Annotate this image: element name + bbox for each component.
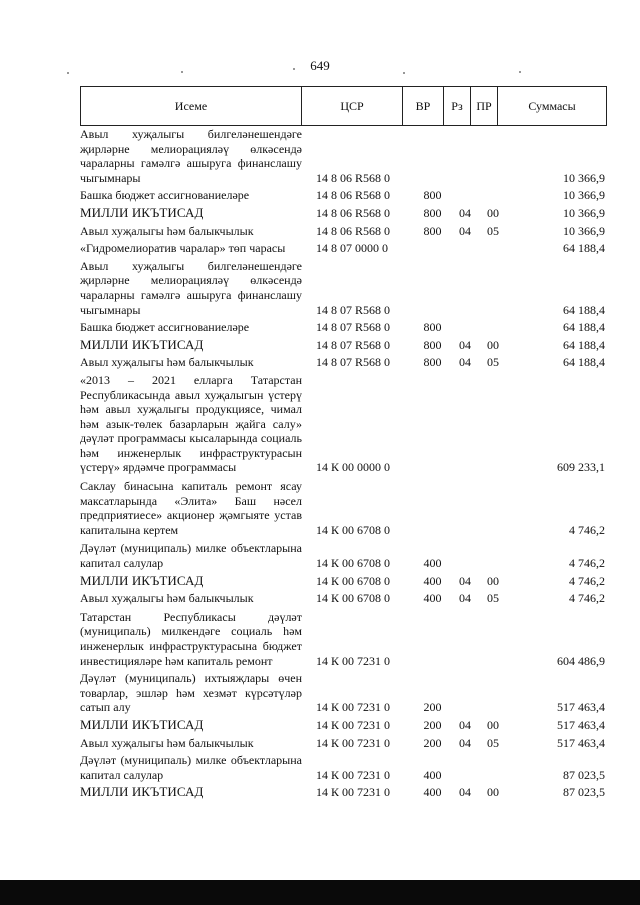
row-csr: 14 К 00 6708 0 — [316, 556, 391, 571]
table-row — [80, 259, 607, 317]
row-vr: 800 — [423, 205, 442, 220]
row-name: МИЛЛИ ИКЪТИСАД — [80, 784, 204, 800]
row-pr: 05 — [487, 223, 499, 238]
row-csr: 14 8 06 R568 0 — [316, 223, 391, 238]
row-name: Авыл хуҗалыгы һәм балыкчылык — [80, 591, 254, 606]
row-csr: 14 8 06 R568 0 — [316, 170, 391, 185]
row-vr: 200 — [423, 735, 442, 750]
table-row — [80, 241, 607, 256]
row-csr: 14 8 07 R568 0 — [316, 337, 391, 352]
row-vr: 400 — [423, 785, 442, 800]
scan-bottom-edge — [0, 880, 640, 905]
table-row — [80, 127, 607, 185]
row-name: Дәүләт (муниципаль) ихтыяҗлары өчен товарлар, эшләр һәм хезмәт күрсәтүләр сатып алу — [80, 671, 302, 715]
row-vr: 800 — [423, 355, 442, 370]
table-row — [80, 224, 607, 239]
row-sum: 4 746,2 — [569, 522, 605, 537]
row-vr: 800 — [423, 188, 442, 203]
table-row — [80, 591, 607, 606]
row-rz: 04 — [459, 205, 471, 220]
scan-speck — [181, 71, 183, 73]
row-csr: 14 К 00 7231 0 — [316, 700, 391, 715]
row-rz: 04 — [459, 355, 471, 370]
row-sum: 64 188,4 — [563, 302, 605, 317]
row-sum: 10 366,9 — [563, 223, 605, 238]
row-name: Авыл хуҗалыгы һәм балыкчылык — [80, 223, 254, 238]
row-csr: 14 8 06 R568 0 — [316, 188, 391, 203]
header-vr: ВР — [403, 87, 444, 125]
table-row — [80, 736, 607, 751]
header-name: Исеме — [81, 87, 302, 125]
row-sum: 517 463,4 — [557, 735, 605, 750]
row-sum: 64 188,4 — [563, 355, 605, 370]
row-rz: 04 — [459, 573, 471, 588]
row-sum: 517 463,4 — [557, 700, 605, 715]
row-sum: 517 463,4 — [557, 717, 605, 732]
row-csr: 14 8 07 0000 0 — [316, 241, 388, 256]
table-row — [80, 479, 607, 537]
row-csr: 14 К 00 7231 0 — [316, 653, 391, 668]
row-rz: 04 — [459, 785, 471, 800]
row-name: МИЛЛИ ИКЪТИСАД — [80, 204, 204, 220]
row-name: Авыл хуҗалыгы билгеләнешендәге җирләрне мелиорацияләү өлкәсендә чараларны гамәлгә ашыруга финанслашу чыгымнары — [80, 258, 302, 317]
row-rz: 04 — [459, 337, 471, 352]
row-sum: 4 746,2 — [569, 591, 605, 606]
row-name: МИЛЛИ ИКЪТИСАД — [80, 716, 204, 732]
row-name: Дәүләт (муниципаль) милке объектларына капитал салулар — [80, 541, 302, 571]
table-row — [80, 206, 607, 221]
header-sum: Суммасы — [528, 98, 576, 113]
row-vr: 800 — [423, 320, 442, 335]
table-body — [80, 127, 607, 803]
row-name: Авыл хуҗалыгы билгеләнешендәге җирләрне мелиорацияләү өлкәсендә чараларны гамәлгә ашыруга финанслашу чыгымнары — [80, 127, 302, 185]
table-row — [80, 610, 607, 668]
row-name: «Гидромелиоратив чаралар» төп чарасы — [80, 241, 286, 256]
row-pr: 00 — [487, 205, 499, 220]
row-sum: 64 188,4 — [563, 241, 605, 256]
row-sum: 10 366,9 — [563, 205, 605, 220]
row-csr: 14 8 07 R568 0 — [316, 302, 391, 317]
table-row — [80, 753, 607, 782]
row-vr: 200 — [423, 717, 442, 732]
row-vr: 800 — [423, 337, 442, 352]
row-sum: 64 188,4 — [563, 320, 605, 335]
scan-speck — [293, 68, 295, 70]
row-pr: 00 — [487, 717, 499, 732]
row-csr: 14 К 00 0000 0 — [316, 460, 391, 475]
row-name: МИЛЛИ ИКЪТИСАД — [80, 336, 204, 352]
row-pr: 05 — [487, 591, 499, 606]
row-sum: 10 366,9 — [563, 188, 605, 203]
row-name: Авыл хуҗалыгы һәм балыкчылык — [80, 735, 254, 750]
table-row — [80, 785, 607, 800]
row-name: Башка бюджет ассигнованиеләре — [80, 188, 250, 203]
row-sum: 87 023,5 — [563, 785, 605, 800]
row-sum: 4 746,2 — [569, 556, 605, 571]
row-csr: 14 К 00 6708 0 — [316, 573, 391, 588]
table-row — [80, 320, 607, 335]
row-name: Татарстан Республикасы дәүләт (муниципаль) милкендәге социаль һәм инженерлык инфраструктурасына бюджет инвестицияләре һәм капиталь ремонт — [80, 609, 302, 668]
row-csr: 14 К 00 7231 0 — [316, 767, 391, 782]
scan-speck — [519, 71, 521, 73]
header-rz: Рз — [444, 87, 471, 125]
scan-speck — [403, 72, 405, 74]
row-name: Саклау бинасына капиталь ремонт ясау максатларында «Элита» Баш нәсел предприятиесе» акционер җәмгыяте устав капиталына кертем — [80, 479, 302, 537]
row-rz: 04 — [459, 717, 471, 732]
row-rz: 04 — [459, 223, 471, 238]
row-vr: 400 — [423, 767, 442, 782]
table-row — [80, 373, 607, 475]
row-pr: 00 — [487, 785, 499, 800]
row-pr: 05 — [487, 735, 499, 750]
row-name: МИЛЛИ ИКЪТИСАД — [80, 572, 204, 588]
header-csr: ЦСР — [302, 87, 403, 125]
table-row — [80, 718, 607, 733]
row-pr: 00 — [487, 573, 499, 588]
row-name: Авыл хуҗалыгы һәм балыкчылык — [80, 355, 254, 370]
table-header — [80, 86, 607, 126]
table-row — [80, 541, 607, 570]
row-csr: 14 8 07 R568 0 — [316, 320, 391, 335]
row-vr: 200 — [423, 700, 442, 715]
row-sum: 4 746,2 — [569, 573, 605, 588]
row-csr: 14 К 00 6708 0 — [316, 522, 391, 537]
row-vr: 800 — [423, 223, 442, 238]
row-vr: 400 — [423, 591, 442, 606]
row-csr: 14 8 06 R568 0 — [316, 205, 391, 220]
table-row — [80, 355, 607, 370]
row-sum: 87 023,5 — [563, 767, 605, 782]
row-rz: 04 — [459, 591, 471, 606]
scan-speck — [67, 72, 69, 74]
row-csr: 14 К 00 7231 0 — [316, 735, 391, 750]
table-row — [80, 671, 607, 715]
page-number: 649 — [310, 58, 330, 73]
row-csr: 14 К 00 6708 0 — [316, 591, 391, 606]
row-rz: 04 — [459, 735, 471, 750]
row-name: Башка бюджет ассигнованиеләре — [80, 320, 250, 335]
row-pr: 00 — [487, 337, 499, 352]
row-sum: 64 188,4 — [563, 337, 605, 352]
row-csr: 14 8 07 R568 0 — [316, 355, 391, 370]
row-vr: 400 — [423, 556, 442, 571]
table-row — [80, 188, 607, 203]
row-sum: 10 366,9 — [563, 170, 605, 185]
row-csr: 14 К 00 7231 0 — [316, 785, 391, 800]
row-pr: 05 — [487, 355, 499, 370]
row-csr: 14 К 00 7231 0 — [316, 717, 391, 732]
row-name: Дәүләт (муниципаль) милке объектларына капитал салулар — [80, 753, 302, 782]
row-sum: 604 486,9 — [557, 653, 605, 668]
header-pr: ПР — [471, 87, 498, 125]
table-row — [80, 574, 607, 589]
row-name: «2013 – 2021 елларга Татарстан Республикасында авыл хуҗалыгын үстерү һәм авыл хуҗалыгы продукциясе, чимал һәм азык-төлек базарларын җайга салу» дәүләт программасы кысаларында социаль һәм инженерлык инфраструктурасын үстерү» ярдәмче программасы — [80, 372, 302, 475]
row-vr: 400 — [423, 573, 442, 588]
table-row — [80, 338, 607, 353]
row-sum: 609 233,1 — [557, 460, 605, 475]
